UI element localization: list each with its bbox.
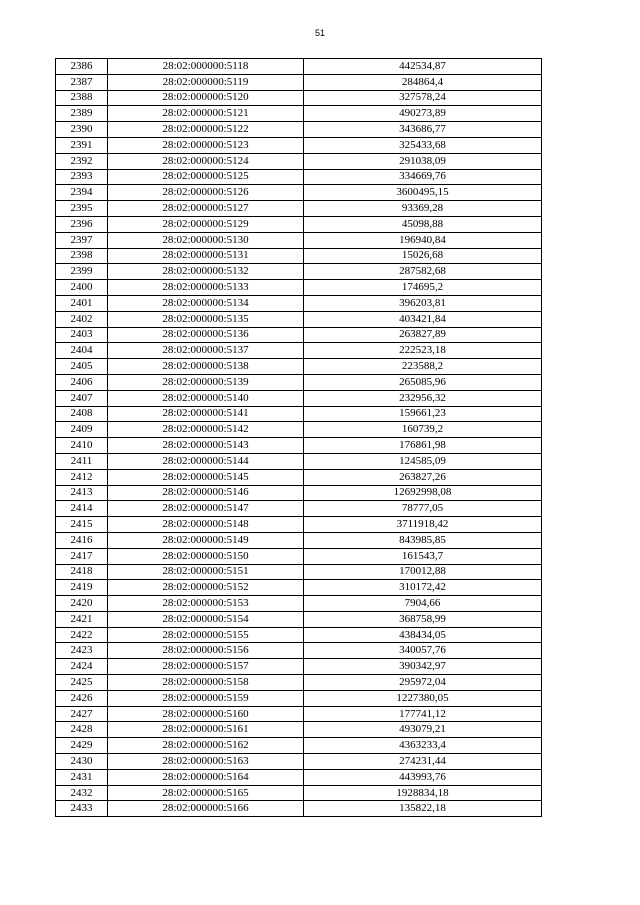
value-cell: 177741,12	[304, 706, 542, 722]
value-cell: 396203,81	[304, 295, 542, 311]
row-number-cell: 2389	[56, 106, 108, 122]
row-number-cell: 2432	[56, 785, 108, 801]
value-cell: 263827,26	[304, 469, 542, 485]
cadastral-number-cell: 28:02:000000:5126	[108, 185, 304, 201]
table-row	[56, 501, 542, 517]
table-row	[56, 532, 542, 548]
row-number-cell: 2416	[56, 532, 108, 548]
cadastral-number-cell: 28:02:000000:5161	[108, 722, 304, 738]
cadastral-number-cell: 28:02:000000:5151	[108, 564, 304, 580]
table-row	[56, 232, 542, 248]
cadastral-number-cell: 28:02:000000:5141	[108, 406, 304, 422]
table-row	[56, 406, 542, 422]
table-row	[56, 153, 542, 169]
value-cell: 7904,66	[304, 596, 542, 612]
cadastral-number-cell: 28:02:000000:5146	[108, 485, 304, 501]
cadastral-number-cell: 28:02:000000:5120	[108, 90, 304, 106]
value-cell: 265085,96	[304, 374, 542, 390]
row-number-cell: 2413	[56, 485, 108, 501]
row-number-cell: 2390	[56, 122, 108, 138]
value-cell: 325433,68	[304, 137, 542, 153]
page-number: 51	[314, 28, 325, 38]
cadastral-number-cell: 28:02:000000:5155	[108, 627, 304, 643]
cadastral-number-cell: 28:02:000000:5138	[108, 359, 304, 375]
table-row	[56, 611, 542, 627]
cadastral-number-cell: 28:02:000000:5160	[108, 706, 304, 722]
row-number-cell: 2425	[56, 675, 108, 691]
value-cell: 160739,2	[304, 422, 542, 438]
table-row	[56, 264, 542, 280]
value-cell: 232956,32	[304, 390, 542, 406]
row-number-cell: 2409	[56, 422, 108, 438]
row-number-cell: 2406	[56, 374, 108, 390]
cadastral-number-cell: 28:02:000000:5147	[108, 501, 304, 517]
cadastral-number-cell: 28:02:000000:5132	[108, 264, 304, 280]
table-row	[56, 137, 542, 153]
value-cell: 343686,77	[304, 122, 542, 138]
row-number-cell: 2397	[56, 232, 108, 248]
table-row	[56, 738, 542, 754]
value-cell: 1928834,18	[304, 785, 542, 801]
table-row	[56, 675, 542, 691]
cadastral-number-cell: 28:02:000000:5134	[108, 295, 304, 311]
row-number-cell: 2400	[56, 280, 108, 296]
table-row	[56, 453, 542, 469]
row-number-cell: 2388	[56, 90, 108, 106]
cadastral-number-cell: 28:02:000000:5143	[108, 438, 304, 454]
cadastral-number-cell: 28:02:000000:5136	[108, 327, 304, 343]
cadastral-number-cell: 28:02:000000:5122	[108, 122, 304, 138]
row-number-cell: 2399	[56, 264, 108, 280]
row-number-cell: 2415	[56, 517, 108, 533]
cadastral-number-cell: 28:02:000000:5163	[108, 754, 304, 770]
row-number-cell: 2418	[56, 564, 108, 580]
row-number-cell: 2407	[56, 390, 108, 406]
row-number-cell: 2431	[56, 769, 108, 785]
table-row	[56, 438, 542, 454]
cadastral-number-cell: 28:02:000000:5152	[108, 580, 304, 596]
cadastral-number-cell: 28:02:000000:5130	[108, 232, 304, 248]
table-row	[56, 690, 542, 706]
value-cell: 135822,18	[304, 801, 542, 817]
value-cell: 390342,97	[304, 659, 542, 675]
row-number-cell: 2391	[56, 137, 108, 153]
table-row	[56, 248, 542, 264]
table-row	[56, 564, 542, 580]
table-row	[56, 374, 542, 390]
row-number-cell: 2398	[56, 248, 108, 264]
table-row	[56, 185, 542, 201]
value-cell: 310172,42	[304, 580, 542, 596]
value-cell: 284864,4	[304, 74, 542, 90]
row-number-cell: 2433	[56, 801, 108, 817]
value-cell: 274231,44	[304, 754, 542, 770]
row-number-cell: 2421	[56, 611, 108, 627]
table-row	[56, 580, 542, 596]
cadastral-number-cell: 28:02:000000:5121	[108, 106, 304, 122]
row-number-cell: 2417	[56, 548, 108, 564]
cadastral-number-cell: 28:02:000000:5123	[108, 137, 304, 153]
table-row	[56, 359, 542, 375]
value-cell: 3711918,42	[304, 517, 542, 533]
row-number-cell: 2430	[56, 754, 108, 770]
row-number-cell: 2423	[56, 643, 108, 659]
cadastral-number-cell: 28:02:000000:5150	[108, 548, 304, 564]
value-cell: 340057,76	[304, 643, 542, 659]
cadastral-number-cell: 28:02:000000:5135	[108, 311, 304, 327]
cadastral-number-cell: 28:02:000000:5137	[108, 343, 304, 359]
table-row	[56, 216, 542, 232]
row-number-cell: 2396	[56, 216, 108, 232]
cadastral-number-cell: 28:02:000000:5154	[108, 611, 304, 627]
row-number-cell: 2420	[56, 596, 108, 612]
cadastral-number-cell: 28:02:000000:5140	[108, 390, 304, 406]
row-number-cell: 2427	[56, 706, 108, 722]
value-cell: 443993,76	[304, 769, 542, 785]
cadastral-number-cell: 28:02:000000:5149	[108, 532, 304, 548]
value-cell: 3600495,15	[304, 185, 542, 201]
table-row	[56, 596, 542, 612]
row-number-cell: 2404	[56, 343, 108, 359]
value-cell: 1227380,05	[304, 690, 542, 706]
cadastral-number-cell: 28:02:000000:5157	[108, 659, 304, 675]
table-row	[56, 722, 542, 738]
value-cell: 4363233,4	[304, 738, 542, 754]
cadastral-number-cell: 28:02:000000:5125	[108, 169, 304, 185]
row-number-cell: 2412	[56, 469, 108, 485]
table-row	[56, 90, 542, 106]
row-number-cell: 2405	[56, 359, 108, 375]
value-cell: 295972,04	[304, 675, 542, 691]
value-cell: 442534,87	[304, 59, 542, 75]
table-row	[56, 169, 542, 185]
cadastral-number-cell: 28:02:000000:5142	[108, 422, 304, 438]
cadastral-number-cell: 28:02:000000:5148	[108, 517, 304, 533]
table-row	[56, 390, 542, 406]
row-number-cell: 2422	[56, 627, 108, 643]
table-row	[56, 327, 542, 343]
value-cell: 170012,88	[304, 564, 542, 580]
cadastral-number-cell: 28:02:000000:5127	[108, 201, 304, 217]
row-number-cell: 2419	[56, 580, 108, 596]
table-row	[56, 485, 542, 501]
cadastral-number-cell: 28:02:000000:5166	[108, 801, 304, 817]
table-row	[56, 422, 542, 438]
row-number-cell: 2401	[56, 295, 108, 311]
table-row	[56, 122, 542, 138]
cadastral-number-cell: 28:02:000000:5129	[108, 216, 304, 232]
row-number-cell: 2402	[56, 311, 108, 327]
table-row	[56, 627, 542, 643]
cadastral-number-cell: 28:02:000000:5165	[108, 785, 304, 801]
row-number-cell: 2394	[56, 185, 108, 201]
cadastral-number-cell: 28:02:000000:5162	[108, 738, 304, 754]
value-cell: 327578,24	[304, 90, 542, 106]
table-row	[56, 74, 542, 90]
value-cell: 263827,89	[304, 327, 542, 343]
cadastral-number-cell: 28:02:000000:5145	[108, 469, 304, 485]
row-number-cell: 2403	[56, 327, 108, 343]
row-number-cell: 2429	[56, 738, 108, 754]
table-row	[56, 517, 542, 533]
cadastral-number-cell: 28:02:000000:5144	[108, 453, 304, 469]
value-cell: 222523,18	[304, 343, 542, 359]
value-cell: 291038,09	[304, 153, 542, 169]
table-row	[56, 643, 542, 659]
value-cell: 403421,84	[304, 311, 542, 327]
value-cell: 12692998,08	[304, 485, 542, 501]
value-cell: 161543,7	[304, 548, 542, 564]
row-number-cell: 2393	[56, 169, 108, 185]
table-row	[56, 754, 542, 770]
table-row	[56, 59, 542, 75]
value-cell: 124585,09	[304, 453, 542, 469]
value-cell: 15026,68	[304, 248, 542, 264]
cadastral-number-cell: 28:02:000000:5118	[108, 59, 304, 75]
table-row	[56, 769, 542, 785]
row-number-cell: 2392	[56, 153, 108, 169]
table-row	[56, 343, 542, 359]
table-row	[56, 201, 542, 217]
table-row	[56, 311, 542, 327]
value-cell: 93369,28	[304, 201, 542, 217]
table-row	[56, 469, 542, 485]
table-row	[56, 659, 542, 675]
value-cell: 174695,2	[304, 280, 542, 296]
cadastral-number-cell: 28:02:000000:5124	[108, 153, 304, 169]
value-cell: 438434,05	[304, 627, 542, 643]
row-number-cell: 2428	[56, 722, 108, 738]
cadastral-number-cell: 28:02:000000:5133	[108, 280, 304, 296]
cadastral-number-cell: 28:02:000000:5119	[108, 74, 304, 90]
row-number-cell: 2414	[56, 501, 108, 517]
row-number-cell: 2424	[56, 659, 108, 675]
value-cell: 159661,23	[304, 406, 542, 422]
value-cell: 493079,21	[304, 722, 542, 738]
table-row	[56, 280, 542, 296]
table-row	[56, 548, 542, 564]
row-number-cell: 2408	[56, 406, 108, 422]
row-number-cell: 2411	[56, 453, 108, 469]
row-number-cell: 2386	[56, 59, 108, 75]
cadastral-number-cell: 28:02:000000:5164	[108, 769, 304, 785]
value-cell: 490273,89	[304, 106, 542, 122]
value-cell: 78777,05	[304, 501, 542, 517]
value-cell: 45098,88	[304, 216, 542, 232]
table-body	[56, 59, 542, 817]
cadastral-number-cell: 28:02:000000:5153	[108, 596, 304, 612]
table-row	[56, 801, 542, 817]
row-number-cell: 2395	[56, 201, 108, 217]
value-cell: 334669,76	[304, 169, 542, 185]
cadastral-number-cell: 28:02:000000:5139	[108, 374, 304, 390]
cadastral-number-cell: 28:02:000000:5159	[108, 690, 304, 706]
row-number-cell: 2387	[56, 74, 108, 90]
table-row	[56, 706, 542, 722]
value-cell: 287582,68	[304, 264, 542, 280]
value-cell: 196940,84	[304, 232, 542, 248]
cadastral-value-table	[55, 58, 542, 817]
row-number-cell: 2410	[56, 438, 108, 454]
cadastral-number-cell: 28:02:000000:5156	[108, 643, 304, 659]
value-cell: 176861,98	[304, 438, 542, 454]
value-cell: 843985,85	[304, 532, 542, 548]
cadastral-number-cell: 28:02:000000:5131	[108, 248, 304, 264]
value-cell: 223588,2	[304, 359, 542, 375]
table-row	[56, 785, 542, 801]
table-row	[56, 106, 542, 122]
value-cell: 368758,99	[304, 611, 542, 627]
cadastral-number-cell: 28:02:000000:5158	[108, 675, 304, 691]
row-number-cell: 2426	[56, 690, 108, 706]
table-row	[56, 295, 542, 311]
